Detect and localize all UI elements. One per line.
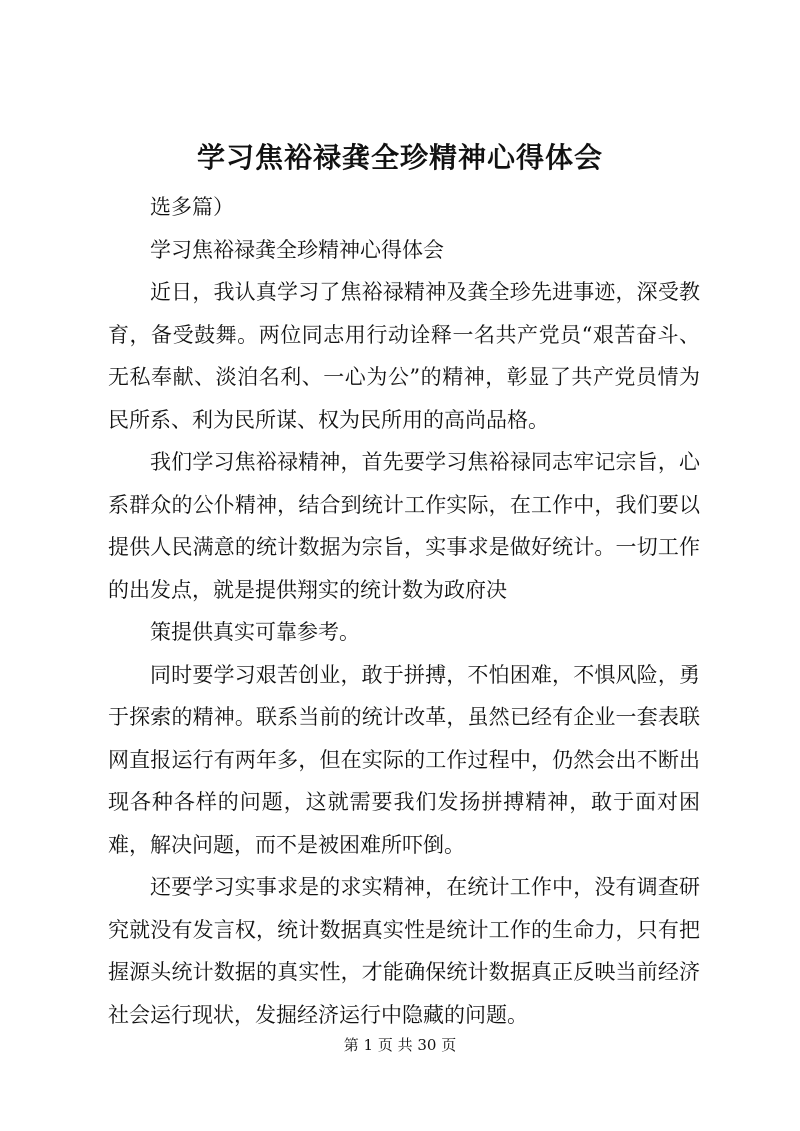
- paragraph-public-servant-spirit: 我们学习焦裕禄精神，首先要学习焦裕禄同志牢记宗旨，心系群众的公仆精神，结合到统计工作实际，在工作中，我们要以提供人民满意的统计数据为宗旨，实事求是做好统计。一切工作的出发点，就是提供翔实的统计数为政府决: [108, 450, 700, 602]
- paragraph-continuation: 策提供真实可靠参考。: [150, 620, 360, 644]
- page-footer: 第 1 页 共 30 页: [343, 1036, 457, 1054]
- document-title: 学习焦裕禄龚全珍精神心得体会: [196, 141, 603, 174]
- paragraph-subtitle-note: 选多篇）: [150, 195, 234, 219]
- paragraph-truth-seeking-spirit: 还要学习实事求是的求实精神，在统计工作中，没有调查研究就没有发言权，统计数据真实性是统计工作的生命力，只有把握源头统计数据的真实性，才能确保统计数据真正反映当前经济社会运行现状，发掘经济运行中隐藏的问题。: [108, 875, 700, 1027]
- paragraph-heading: 学习焦裕禄龚全珍精神心得体会: [150, 237, 444, 262]
- paragraph-hard-work-spirit: 同时要学习艰苦创业，敢于拼搏，不怕困难，不惧风险，勇于探索的精神。联系当前的统计改革，虽然已经有企业一套表联网直报运行有两年多，但在实际的工作过程中，仍然会出不断出现各种各样的问题，这就需要我们发扬拼搏精神，敢于面对困难，解决问题，而不是被困难所吓倒。: [108, 662, 700, 857]
- paragraph-intro: 近日，我认真学习了焦裕禄精神及龚全珍先进事迹，深受教育，备受鼓舞。两位同志用行动诠释一名共产党员“艰苦奋斗、无私奉献、淡泊名利、一心为公”的精神，彰显了共产党员情为民所系、利为民所谋、权为民所用的高尚品格。: [108, 280, 700, 432]
- document-body: [108, 186, 700, 1036]
